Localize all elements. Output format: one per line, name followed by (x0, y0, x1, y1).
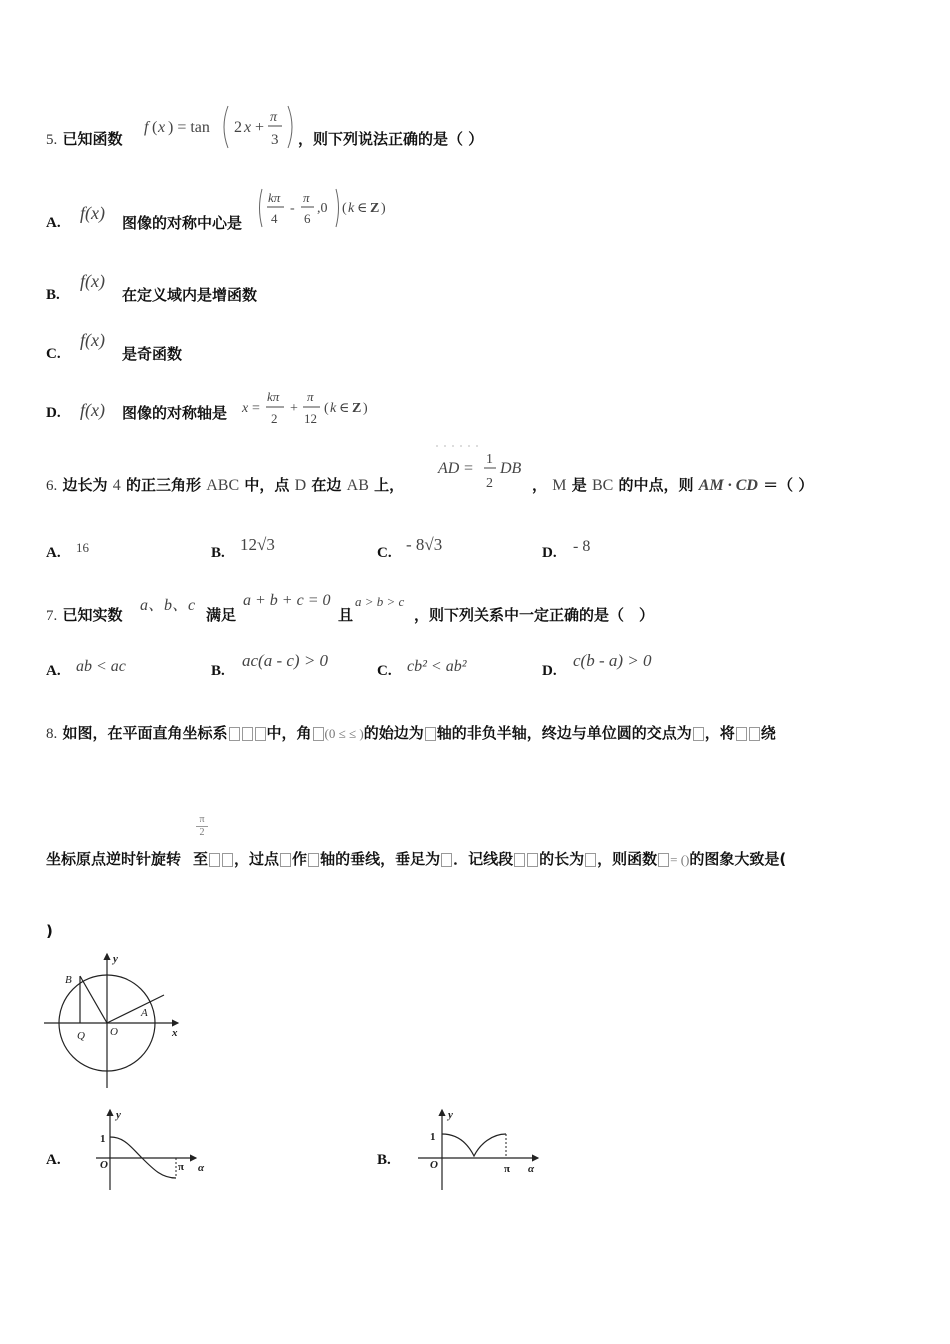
q5-option-b-text: 在定义域内是增函数 (122, 286, 258, 304)
q7-option-b-letter: B. (211, 663, 225, 679)
label-a: A (141, 1007, 148, 1019)
q8-unit-circle-svg (40, 948, 190, 1093)
q8-l2-t3: 作 (292, 850, 308, 868)
svg-text:k: k (330, 401, 337, 416)
q6-text-8: 的中点，则 (618, 476, 694, 494)
q8-l2-t7: ，则函数 (597, 850, 658, 868)
b-label-y: y (448, 1109, 453, 1121)
svg-text:kπ: kπ (268, 190, 281, 205)
q8-l1-t0: 如图，在平面直角坐标系 (62, 724, 228, 742)
svg-text:π: π (303, 190, 310, 205)
q5-option-c (46, 343, 61, 363)
svg-text:2: 2 (234, 119, 242, 136)
q8-l2-t1: 至 (193, 850, 209, 868)
q5-option-a-math-svg (256, 186, 406, 230)
a-label-alpha: α (198, 1162, 205, 1174)
svg-text:(: ( (342, 201, 347, 216)
svg-text:12: 12 (304, 411, 317, 426)
q6-text-1: 边长为 (62, 476, 108, 494)
q8-l2-t6: 的长为 (539, 850, 585, 868)
svg-text:,0: ,0 (317, 201, 328, 216)
q6-text-4: 在边 (311, 476, 342, 494)
q6-option-d-value: - 8 (573, 538, 591, 555)
svg-text:1: 1 (486, 452, 493, 467)
b-label-pi: π (504, 1163, 511, 1175)
svg-text:): ) (381, 201, 386, 216)
svg-text:DB: DB (500, 460, 522, 477)
q8-angle-range: (0 ≤ ≤ ) (324, 726, 364, 741)
q8-func: = () (670, 852, 690, 867)
q6-bc: BC (591, 477, 614, 494)
svg-text:π: π (270, 110, 278, 125)
a-label-pi: π (178, 1161, 185, 1173)
q8-number: 8. (46, 726, 58, 742)
q6-stem-part2 (532, 474, 813, 495)
q8-line-1 (46, 722, 776, 743)
svg-text:=: = (252, 401, 260, 416)
q6-text-5: 上， (374, 476, 405, 494)
q7-text-3: 且 (338, 606, 354, 624)
q8-line-3: ) (46, 922, 53, 940)
svg-text:(: ( (324, 401, 329, 416)
q6-text-7: 是 (571, 476, 587, 494)
q8-option-b-letter: B. (377, 1152, 391, 1168)
q8-l2-t8: 的图象大致是( (689, 850, 787, 868)
svg-text:=: = (464, 460, 474, 477)
q6-option-a-value: 16 (76, 540, 89, 555)
q8-l1-t5: 绕 (760, 724, 776, 742)
q8-fraction (196, 814, 208, 839)
q5-option-d-math (240, 385, 380, 429)
label-o: O (110, 1026, 118, 1038)
svg-text:(: ( (152, 119, 158, 136)
q5-option-c-text: 是奇函数 (122, 345, 183, 363)
svg-text:AD: AD (438, 460, 460, 477)
q5-option-b-fx: f(x) (80, 271, 105, 291)
q8-frac-top: π (196, 814, 208, 827)
svg-text:-: - (290, 201, 295, 216)
q8-frac-bottom: 2 (199, 827, 205, 838)
label-y: y (113, 953, 118, 965)
q5-option-d (46, 402, 61, 422)
q6-number: 6. (46, 478, 58, 494)
q6-text-6: ， (532, 476, 548, 494)
q5-number: 5. (46, 132, 58, 148)
q8-l1-t1: 中，角 (266, 724, 312, 742)
q7-option-c-letter: C. (377, 663, 392, 679)
q5-option-d-letter: D. (46, 405, 61, 421)
q6-side: 4 (112, 477, 121, 494)
q5-option-a (46, 212, 61, 232)
q6-stem-part1 (46, 474, 404, 495)
q8-l1-t4: ，将 (704, 724, 735, 742)
q6-text-2: 的正三角形 (125, 476, 201, 494)
q8-unit-circle-figure (40, 948, 190, 1093)
svg-text:): ) (363, 401, 368, 416)
svg-text:2: 2 (486, 476, 493, 491)
q6-vector-eq-svg (434, 444, 534, 494)
q8-l2-t2: ，过点 (234, 850, 280, 868)
q6-text-9: ＝（ ） (763, 476, 814, 494)
q6-vector-eq (434, 444, 534, 494)
a-label-y: y (116, 1109, 121, 1121)
q5-option-a-math (256, 186, 406, 230)
svg-text:∈: ∈ (339, 401, 350, 416)
q5-stem-suffix: ，则下列说法正确的是（ ） (298, 130, 484, 148)
q5-option-d-text: 图像的对称轴是 (122, 404, 228, 422)
svg-text:3: 3 (271, 132, 279, 148)
q8-l1-t3: 轴的非负半轴，终边与单位圆的交点为 (436, 724, 692, 742)
label-x: x (172, 1027, 178, 1039)
q6-option-b-letter: B. (211, 545, 225, 561)
q7-stem-prefix (46, 604, 123, 625)
q5-option-a-letter: A. (46, 215, 61, 231)
q6-point-m: M (552, 477, 567, 494)
b-label-alpha: α (528, 1163, 535, 1175)
q6-text-3: 中，点 (244, 476, 290, 494)
q5-option-a-fx: f(x) (80, 203, 105, 223)
svg-text:Z: Z (352, 401, 362, 416)
svg-text:) = tan: ) = tan (168, 119, 210, 136)
svg-text:+: + (290, 401, 298, 416)
svg-text:π: π (307, 389, 314, 404)
q5-stem-prefix: 已知函数 (62, 130, 123, 148)
svg-text:x: x (242, 401, 249, 416)
q6-point-d: D (294, 477, 307, 494)
q8-l2-t4: 轴的垂线，垂足为 (320, 850, 441, 868)
q8-option-b-graph (418, 1104, 548, 1194)
label-b: B (65, 974, 72, 986)
q5-option-b (46, 284, 60, 304)
q7-option-d-letter: D. (542, 663, 557, 679)
q6-option-b-value: 12√3 (240, 535, 275, 554)
q8-option-a-graph (86, 1104, 216, 1194)
q6-edge: AB (346, 477, 369, 494)
svg-text:k: k (348, 201, 355, 216)
q6-option-a-letter: A. (46, 545, 61, 561)
svg-text:6: 6 (304, 211, 311, 226)
terminal-side-oa (107, 995, 164, 1023)
q6-triangle: ABC (206, 477, 240, 494)
q5-option-d-fx: f(x) (80, 400, 105, 420)
q8-option-b-svg (418, 1104, 548, 1194)
curve-b (442, 1134, 506, 1156)
q7-text-1: 已知实数 (62, 606, 123, 624)
q7-vars: a、b、c (140, 597, 196, 614)
q7-text-2: 满足 (206, 606, 237, 624)
q5-option-c-letter: C. (46, 346, 61, 362)
a-label-o: O (100, 1159, 108, 1171)
q7-option-c-value: cb² < ab² (407, 658, 467, 675)
svg-text:x: x (244, 119, 252, 136)
svg-text:f: f (144, 119, 149, 136)
q7-option-a-value: ab < ac (76, 658, 126, 675)
q8-option-a-svg (86, 1104, 216, 1194)
svg-text:∈: ∈ (357, 201, 368, 216)
b-label-o: O (430, 1159, 438, 1171)
q7-cond1: a + b + c = 0 (243, 592, 331, 609)
q6-option-d-letter: D. (542, 545, 557, 561)
q7-option-d-value: c(b - a) > 0 (573, 651, 652, 670)
q8-line-2 (46, 848, 786, 869)
segment-ob (80, 976, 107, 1023)
q5-formula-svg (142, 102, 302, 152)
q5-stem (46, 128, 123, 149)
q7-option-b-value: ac(a - c) > 0 (242, 651, 329, 670)
svg-text:2: 2 (271, 411, 278, 426)
q8-l1-t2: 的始边为 (363, 724, 424, 742)
q8-option-a-letter: A. (46, 1152, 61, 1168)
svg-text:+: + (255, 119, 265, 136)
label-q: Q (77, 1030, 85, 1042)
q5-formula (142, 102, 302, 152)
a-label-1: 1 (100, 1133, 106, 1145)
q5-option-c-fx: f(x) (80, 330, 105, 350)
q7-number: 7. (46, 608, 58, 624)
q7-cond2: a > b > c (355, 594, 405, 609)
q7-text-4: ，则下列关系中一定正确的是（ ） (414, 606, 655, 624)
svg-text:kπ: kπ (267, 389, 280, 404)
q5-option-b-letter: B. (46, 287, 60, 303)
q8-l2-t5: ．记线段 (453, 850, 514, 868)
q6-dot-product: AM · CD (698, 477, 758, 494)
svg-text:Z: Z (370, 201, 380, 216)
b-label-1: 1 (430, 1131, 436, 1143)
q8-l2-t0: 坐标原点逆时针旋转 (46, 850, 182, 868)
q7-option-a-letter: A. (46, 663, 61, 679)
q5-option-a-text: 图像的对称中心是 (122, 214, 243, 232)
q6-option-c-value: - 8√3 (406, 535, 443, 554)
svg-text:x: x (158, 119, 166, 136)
q6-option-c-letter: C. (377, 545, 392, 561)
q5-option-d-math-svg (240, 385, 380, 429)
svg-text:4: 4 (271, 211, 278, 226)
